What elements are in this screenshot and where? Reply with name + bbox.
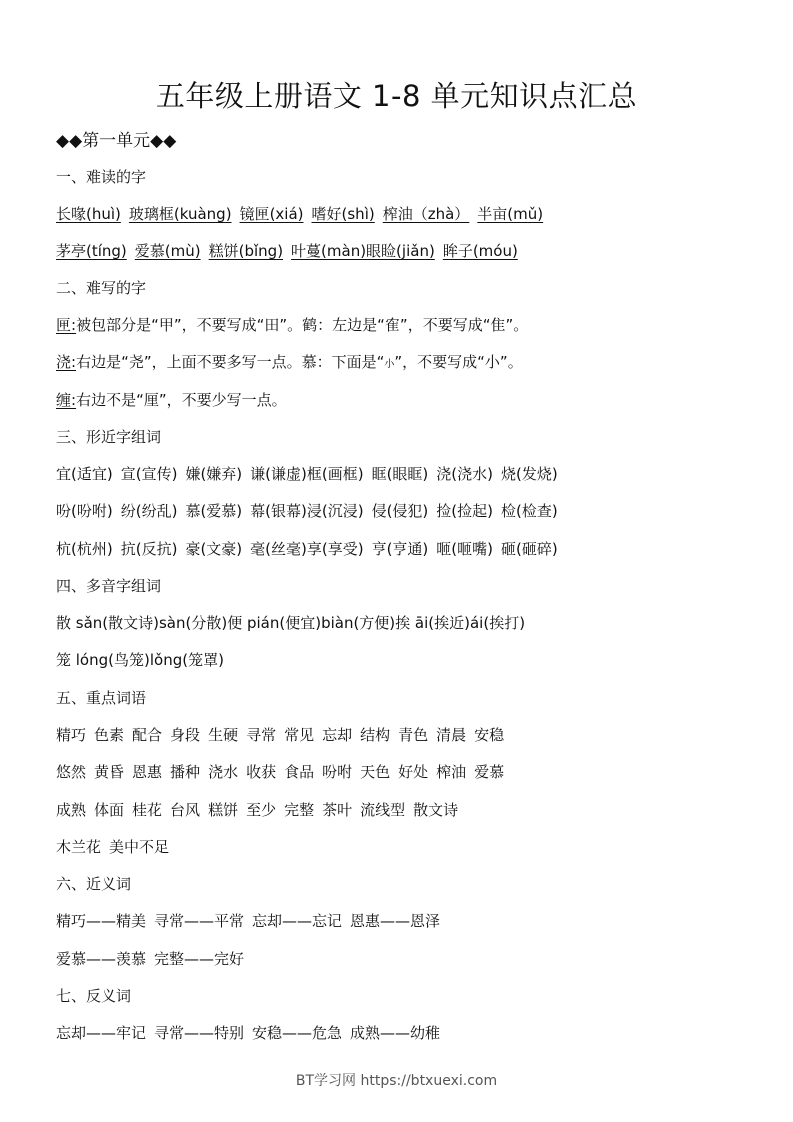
- section-heading-5: 五、重点词语: [56, 689, 147, 707]
- word-item: 收获: [246, 763, 277, 781]
- word-item: 杭(杭州): [56, 540, 113, 558]
- similar-chars-row-1: [56, 463, 558, 485]
- key-words-row-2: [56, 761, 504, 783]
- word-item: 玻璃框(kuàng): [128, 205, 232, 223]
- section-heading-7: 七、反义词: [56, 987, 132, 1005]
- note-text: ”，不要写成“小”。: [394, 353, 523, 371]
- word-item: 榨油: [436, 763, 467, 781]
- footer-watermark: BT学习网 https://btxuexi.com: [295, 1073, 498, 1089]
- word-item: 砸(砸碎): [501, 540, 558, 558]
- small-char: 小: [384, 359, 395, 370]
- word-item: 纷(纷乱): [120, 502, 178, 520]
- word-item: 好处: [398, 763, 429, 781]
- word-item: 结构: [360, 726, 391, 744]
- word-pair: 安稳——危急: [252, 1024, 343, 1042]
- word-pair: 忘却——忘记: [252, 912, 343, 930]
- key-char: 浇:: [56, 353, 77, 371]
- word-item: 清晨: [436, 726, 467, 744]
- word-item: 侵(侵犯): [371, 502, 429, 520]
- word-item: 体面: [94, 801, 125, 819]
- word-item: 浇(浇水): [436, 465, 494, 483]
- word-item: 眶(眼眶): [371, 465, 429, 483]
- word-item: 寻常: [246, 726, 277, 744]
- polyphone-row-1: 散 sǎn(散文诗)sàn(分散)便 pián(便宜)biàn(方便)挨 āi(挨近)ái(挨打): [56, 614, 526, 632]
- word-item: 常见: [284, 726, 315, 744]
- word-item: 烧(发烧): [501, 465, 558, 483]
- word-item: 镜匣(xiá): [239, 205, 304, 223]
- word-item: 豪(文豪): [185, 540, 243, 558]
- word-item: 咂(咂嘴): [436, 540, 494, 558]
- note-text: 右边不是“厘”，不要少写一点。: [76, 391, 287, 409]
- word-item: 至少: [246, 801, 277, 819]
- word-item: 榨油（zhà）: [382, 205, 470, 223]
- word-item: 青色: [398, 726, 429, 744]
- similar-chars-row-3: [56, 538, 558, 560]
- word-item: 身段: [170, 726, 201, 744]
- word-item: 半亩(mǔ): [477, 205, 544, 223]
- hard-read-row-2: [56, 240, 518, 262]
- word-pair: 忘却——牢记: [56, 1024, 147, 1042]
- key-words-row-1: [56, 724, 504, 746]
- word-item: 色素: [94, 726, 125, 744]
- word-pair: 精巧——精美: [56, 912, 147, 930]
- word-item: 配合: [132, 726, 163, 744]
- word-item: 散文诗: [413, 801, 459, 819]
- word-item: 流线型: [360, 801, 406, 819]
- section-heading-4: 四、多音字组词: [56, 577, 162, 595]
- word-item: 毫(丝毫)享(享受): [250, 540, 364, 558]
- word-item: 宣(宣传): [120, 465, 178, 483]
- word-item: 检(检查): [501, 502, 558, 520]
- word-item: 眸子(móu): [442, 242, 518, 260]
- word-item: 桂花: [132, 801, 163, 819]
- word-pair: 寻常——平常: [154, 912, 245, 930]
- synonyms-row-2: [56, 948, 244, 970]
- synonyms-row-1: [56, 910, 440, 932]
- key-char: 缠:: [56, 391, 77, 409]
- key-char: 匣:: [56, 316, 77, 334]
- word-item: 谦(谦虚)框(画框): [250, 465, 364, 483]
- word-item: 爱慕(mù): [134, 242, 201, 260]
- word-item: 台风: [170, 801, 201, 819]
- word-item: 忘却: [322, 726, 353, 744]
- word-item: 抗(反抗): [120, 540, 178, 558]
- section-heading-3: 三、形近字组词: [56, 428, 162, 446]
- word-item: 茶叶: [322, 801, 353, 819]
- word-item: 亨(亨通): [371, 540, 429, 558]
- hard-write-line-1: [56, 314, 528, 336]
- word-item: 嗜好(shì): [311, 205, 375, 223]
- polyphone-row-2: 笼 lóng(鸟笼)lǒng(笼罩): [56, 651, 224, 669]
- page-title: 五年级上册语文 1-8 单元知识点汇总: [155, 79, 638, 113]
- unit-heading: ◆◆第一单元◆◆: [56, 131, 177, 151]
- hard-write-line-2: [56, 351, 523, 376]
- word-pair: 爱慕——羡慕: [56, 950, 147, 968]
- hard-read-row-1: [56, 203, 543, 225]
- antonyms-row-1: [56, 1022, 440, 1044]
- word-item: 完整: [284, 801, 315, 819]
- key-words-row-3: [56, 799, 458, 821]
- word-item: 生硬: [208, 726, 239, 744]
- word-item: 茅亭(tíng): [56, 242, 127, 260]
- word-item: 天色: [360, 763, 391, 781]
- word-item: 糕饼(bǐng): [208, 242, 284, 260]
- word-pair: 完整——完好: [154, 950, 245, 968]
- hard-write-line-3: [56, 389, 287, 411]
- word-item: 食品: [284, 763, 315, 781]
- word-item: 吩(吩咐): [56, 502, 113, 520]
- word-item: 爱慕: [474, 763, 505, 781]
- note-text: 被包部分是“甲”，不要写成“田”。鹤：左边是“隺”，不要写成“隹”。: [76, 316, 529, 334]
- word-pair: 成熟——幼稚: [350, 1024, 441, 1042]
- word-item: 长喙(huì): [56, 205, 121, 223]
- word-item: 慕(爱慕): [185, 502, 243, 520]
- word-item: 捡(捡起): [436, 502, 494, 520]
- word-pair: 寻常——特别: [154, 1024, 245, 1042]
- word-item: 精巧: [56, 726, 87, 744]
- word-pair: 恩惠——恩泽: [350, 912, 441, 930]
- note-text: 右边是“尧”，上面不要多写一点。慕：下面是“: [76, 353, 385, 371]
- word-item: 播种: [170, 763, 201, 781]
- word-item: 恩惠: [132, 763, 163, 781]
- word-item: 悠然: [56, 763, 87, 781]
- word-item: 木兰花: [56, 838, 102, 856]
- word-item: 黄昏: [94, 763, 125, 781]
- word-item: 嫌(嫌弃): [185, 465, 243, 483]
- word-item: 美中不足: [109, 838, 170, 856]
- word-item: 糕饼: [208, 801, 239, 819]
- section-heading-2: 二、难写的字: [56, 279, 147, 297]
- word-item: 叶蔓(màn)眼睑(jiǎn): [291, 242, 435, 260]
- word-item: 成熟: [56, 801, 87, 819]
- word-item: 浇水: [208, 763, 239, 781]
- word-item: 吩咐: [322, 763, 353, 781]
- word-item: 宜(适宜): [56, 465, 113, 483]
- word-item: 幕(银幕)浸(沉浸): [250, 502, 364, 520]
- section-heading-1: 一、难读的字: [56, 168, 147, 186]
- word-item: 安稳: [474, 726, 505, 744]
- similar-chars-row-2: [56, 500, 558, 522]
- key-words-row-4: [56, 836, 169, 858]
- section-heading-6: 六、近义词: [56, 875, 132, 893]
